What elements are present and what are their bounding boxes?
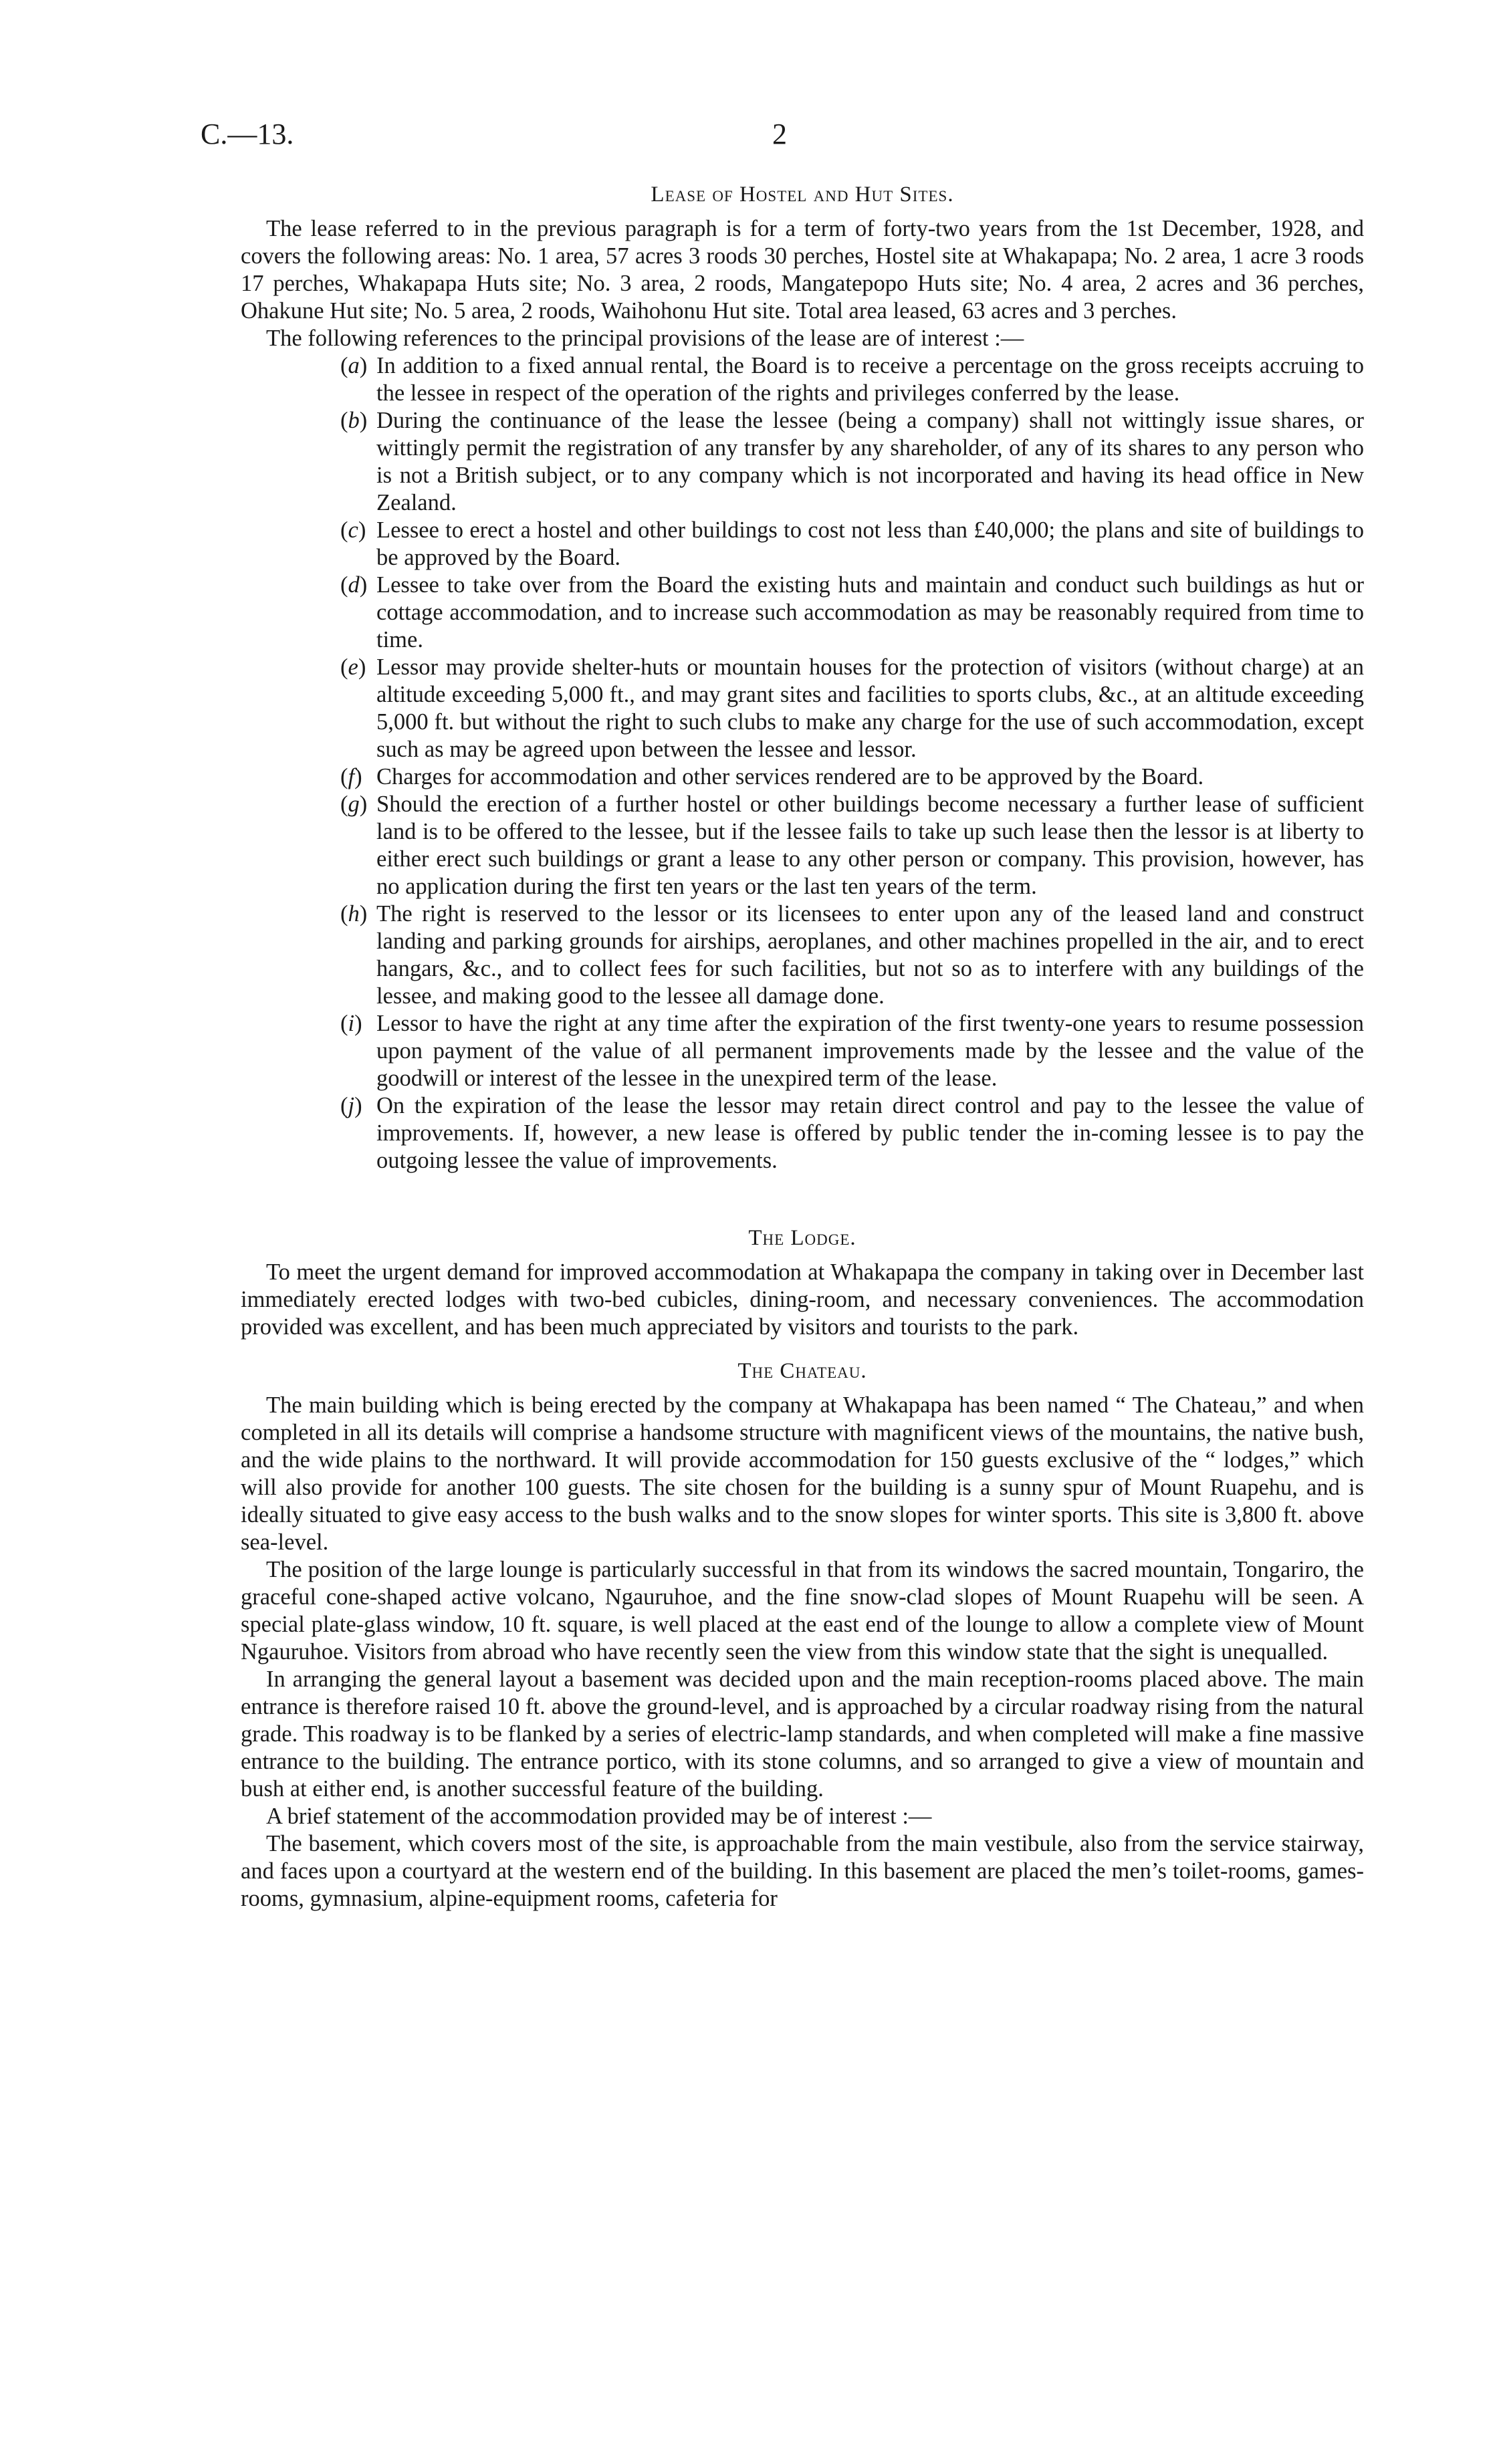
chateau-paragraph: In arranging the general layout a basement was decided upon and the main reception-rooms placed above. The main entrance is therefore raised 10 ft. above the ground-level, and is approached by a circular roadway rising from the natural grade. This roadway is to be flanked by a series of electric-lamp standards, and when completed will make a fine massive entrance to the building. The entrance portico, with its stone columns, and so arranged to give a view of mountain and bush at either end, is another successful feature of the building. <box>241 1667 1364 1802</box>
lodge-paragraph: To meet the urgent demand for improved accommodation at Whakapapa the company in taking over in December last immediately erected lodges with two-bed cubicles, dining-room, and necessary conveniences. The accommodation provided was excellent, and has been much appreciated by visitors and tourists to the park. <box>241 1259 1364 1340</box>
chateau-paragraph: The position of the large lounge is particularly successful in that from its windows the sacred mountain, Tongariro, the graceful cone-shaped active volcano, Ngauruhoe, and the fine snow-clad slopes of Mount Ruapehu will be seen. A special plate-glass window, 10 ft. square, is well placed at the east end of the lounge to allow a complete view of Mount Ngauruhoe. Visitors from abroad who have recently seen the view from this window state that the sight is unequalled. <box>241 1557 1364 1665</box>
provision-item: (i) Lessor to have the right at any time after the expiration of the first twenty-one years to resume possession upon payment of the value of all permanent improvements made by the lessee and the value of the goodwill or interest of the lessee in the unexpired term of the lease. <box>340 1011 1364 1091</box>
lease-lead-paragraph: The following references to the principal provisions of the lease are of interest :— <box>266 326 1024 351</box>
provision-item: (a) In addition to a fixed annual rental, the Board is to receive a percentage on the gross receipts accruing to the lessee in respect of the operation of the rights and privileges conferred by the lease. <box>340 353 1364 406</box>
provision-item: (g) Should the erection of a further hostel or other buildings become necessary a further lease of sufficient land is to be offered to the lessee, but if the lessee fails to take up such lease then the lessor is at liberty to either erect such buildings or grant a lease to any other person or company. This provision, however, has no application during the first ten years or the last ten years of the term. <box>340 791 1364 899</box>
provision-item: (d) Lessee to take over from the Board the existing huts and maintain and conduct such buildings as hut or cottage accommodation, and to increase such accommodation as may be reasonably required from time to time. <box>340 572 1364 652</box>
provision-item: (f) Charges for accommodation and other services rendered are to be approved by the Board. <box>340 764 1204 789</box>
page-number: 2 <box>772 118 787 150</box>
page-header <box>201 117 1371 157</box>
provision-item: (c) Lessee to erect a hostel and other buildings to cost not less than £40,000; the plans and site of buildings to be approved by the Board. <box>340 517 1364 570</box>
document-id: C.—13. <box>201 118 294 150</box>
section-title-lodge: The Lodge. <box>748 1226 856 1250</box>
section-title-chateau: The Chateau. <box>737 1359 867 1383</box>
section-title-lease: Lease of Hostel and Hut Sites. <box>651 182 954 207</box>
document-body <box>241 180 1364 1913</box>
chateau-paragraph: A brief statement of the accommodation provided may be of interest :— <box>266 1804 932 1829</box>
provision-item: (h) The right is reserved to the lessor or its licensees to enter upon any of the leased land and construct landing and parking grounds for airships, aeroplanes, and other machines propelled in the air, and to erect hangars, &c., and to collect fees for such facilities, but not so as to interfere with any buildings of the lessee, and making good to the lessee all damage done. <box>340 901 1364 1009</box>
chateau-paragraph: The basement, which covers most of the site, is approachable from the main vestibule, also from the service stairway, and faces upon a courtyard at the western end of the building. In this basement are placed the men’s toilet-rooms, games-rooms, gymnasium, alpine-equipment rooms, cafeteria for <box>241 1831 1364 1911</box>
provision-item: (e) Lessor may provide shelter-huts or mountain houses for the protection of visitors (without charge) at an altitude exceeding 5,000 ft., and may grant sites and facilities to sports clubs, &c., at an altitude exceeding 5,000 ft. but without the right to such clubs to make any charge for the use of such accommodation, except such as may be agreed upon between the lessee and lessor. <box>340 654 1364 762</box>
lease-intro-paragraph: The lease referred to in the previous paragraph is for a term of forty-two years from the 1st December, 1928, and covers the following areas: No. 1 area, 57 acres 3 roods 30 perches, Hostel site at Whakapapa; No. 2 area, 1 acre 3 roods 17 perches, Whakapapa Huts site; No. 3 area, 2 roods, Mangatepopo Huts site; No. 4 area, 2 acres and 36 perches, Ohakune Hut site; No. 5 area, 2 roods, Waihohonu Hut site. Total area leased, 63 acres and 3 perches. <box>241 216 1364 324</box>
provision-item: (b) During the continuance of the lease the lessee (being a company) shall not wittingly issue shares, or wittingly permit the registration of any transfer by any shareholder, of any of its shares to any person who is not a British subject, or to any company which is not incorporated and having its head office in New Zealand. <box>340 408 1364 515</box>
provision-item: (j) On the expiration of the lease the lessor may retain direct control and pay to the lessee the value of improvements. If, however, a new lease is offered by public tender the in-coming lessee is to pay the outgoing lessee the value of improvements. <box>340 1093 1364 1173</box>
chateau-paragraph: The main building which is being erected by the company at Whakapapa has been named “ The Chateau,” and when completed in all its details will comprise a handsome structure with magnificent views of the mountains, the native bush, and the wide plains to the northward. It will provide accommodation for 150 guests exclusive of the “ lodges,” which will also provide for another 100 guests. The site chosen for the building is a sunny spur of Mount Ruapehu, and is ideally situated to give easy access to the bush walks and to the snow slopes for winter sports. This site is 3,800 ft. above sea-level. <box>241 1392 1364 1555</box>
provisions-list <box>241 352 1364 1175</box>
